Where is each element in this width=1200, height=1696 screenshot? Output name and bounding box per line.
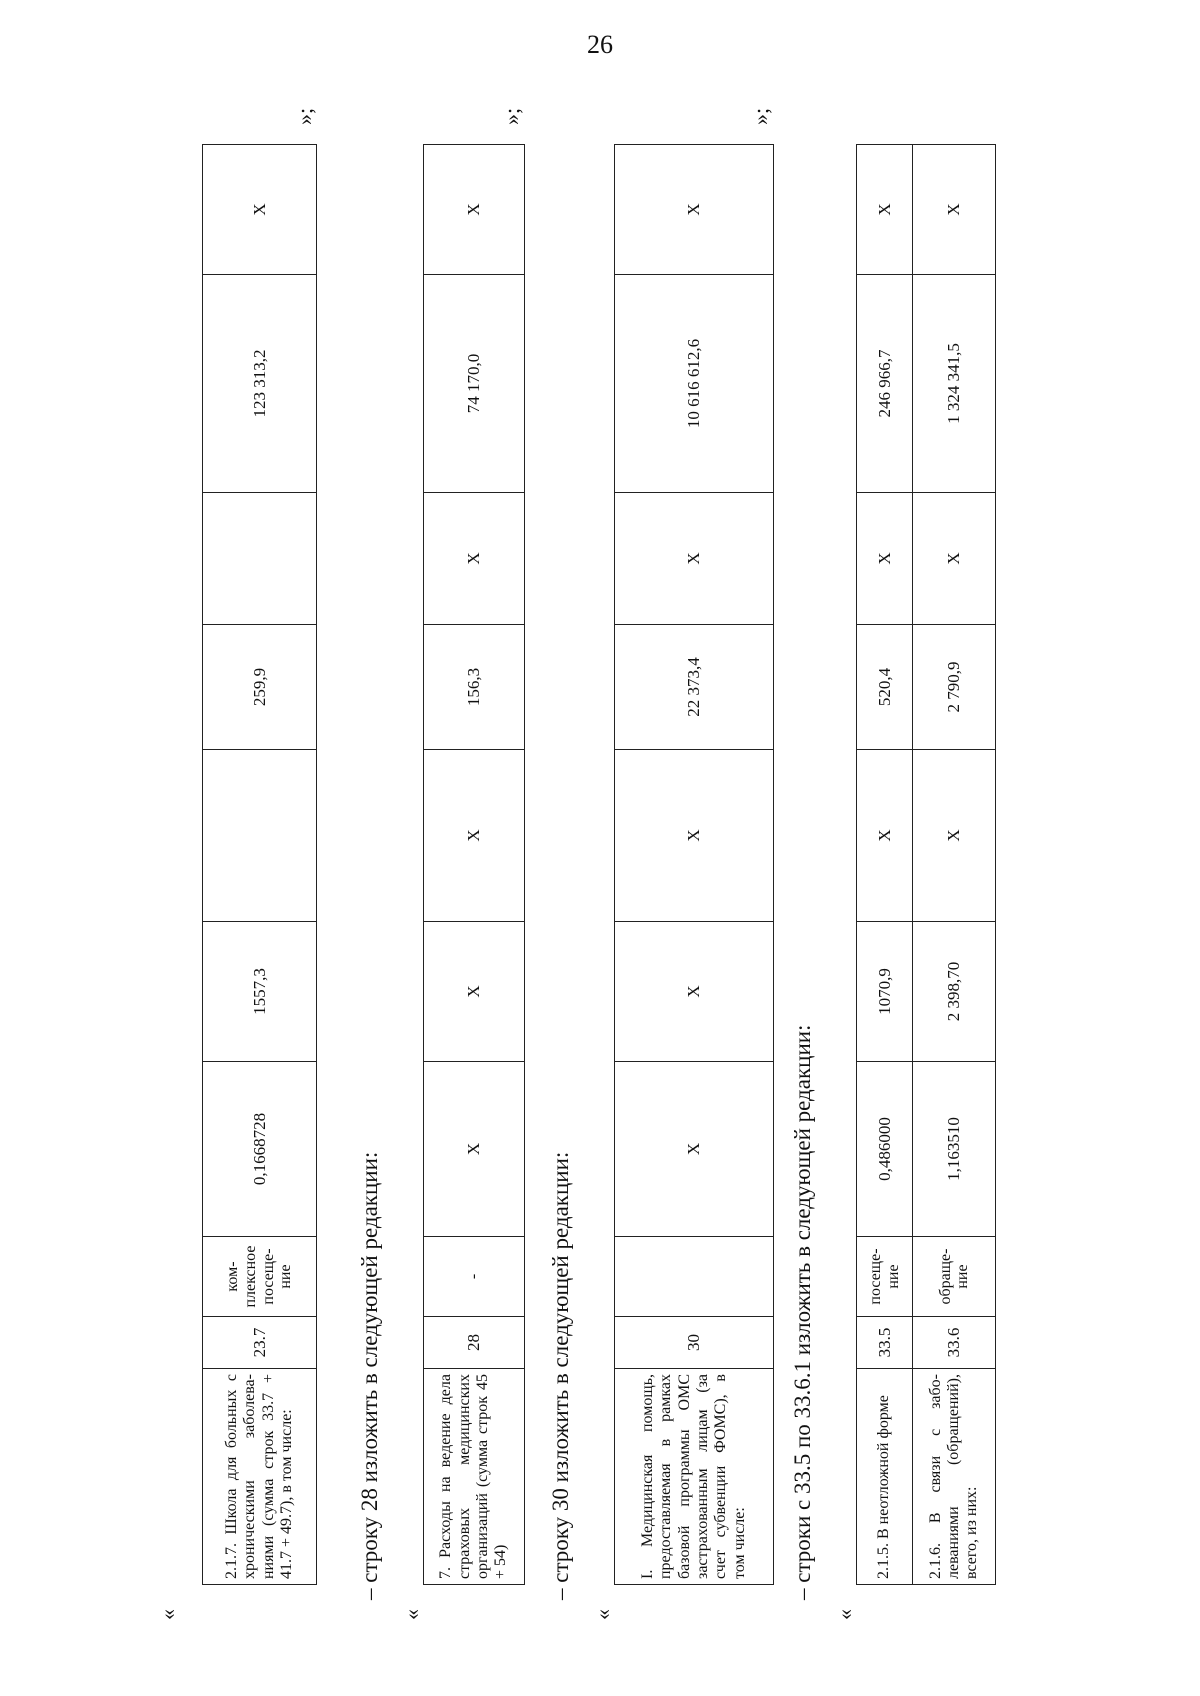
row-norm-cell: X xyxy=(424,1062,525,1237)
row-col8-cell: X xyxy=(424,493,525,625)
row-col10-cell: X xyxy=(857,145,913,275)
open-quote: « xyxy=(399,1609,424,1620)
row-cost-cell: 1557,3 xyxy=(203,922,317,1062)
table-row xyxy=(424,145,525,1585)
row-col10-cell: X xyxy=(203,145,317,275)
row-col9-cell: 74 170,0 xyxy=(424,275,525,493)
table-row xyxy=(615,145,774,1585)
row-norm-cell: 0,1668728 xyxy=(203,1062,317,1237)
close-quote: »; xyxy=(748,107,773,125)
table-block-row-28 xyxy=(357,90,547,1620)
table-fragment xyxy=(202,144,317,1585)
row-norm-cell: X xyxy=(615,1062,774,1237)
row-cost-cell: 2 398,70 xyxy=(913,922,996,1062)
row-col7-cell: 156,3 xyxy=(424,625,525,750)
row-cost-cell: 1070,9 xyxy=(857,922,913,1062)
row-unit-cell: - xyxy=(424,1237,525,1317)
row-col9-cell: 1 324 341,5 xyxy=(913,275,996,493)
open-quote: « xyxy=(832,1609,857,1620)
table-fragment xyxy=(423,144,525,1585)
row-unit-cell xyxy=(615,1237,774,1317)
row-code-cell: 28 xyxy=(424,1317,525,1369)
row-col8-cell xyxy=(203,493,317,625)
row-col8-cell: X xyxy=(857,493,913,625)
row-col10-cell: X xyxy=(615,145,774,275)
row-unit-cell: обраще-ние xyxy=(913,1237,996,1317)
row-unit-cell: ком-плексное посеще-ние xyxy=(203,1237,317,1317)
table-row xyxy=(913,145,996,1585)
row-code-cell: 33.5 xyxy=(857,1317,913,1369)
row-col9-cell: 123 313,2 xyxy=(203,275,317,493)
row-col6-cell: X xyxy=(857,750,913,922)
table-fragment xyxy=(856,144,996,1585)
page-number: 26 xyxy=(587,30,613,59)
row-col6-cell: X xyxy=(615,750,774,922)
row-name-cell: 2.1.6. В связи с забо-леваниями (обращений), всего, из них: xyxy=(913,1369,996,1585)
row-col7-cell: 520,4 xyxy=(857,625,913,750)
table-block-row-23-7 xyxy=(150,90,365,1620)
table-block-rows-33-5-33-6 xyxy=(790,90,1040,1620)
row-col9-cell: 10 616 612,6 xyxy=(615,275,774,493)
row-code-cell: 23.7 xyxy=(203,1317,317,1369)
row-code-cell: 30 xyxy=(615,1317,774,1369)
table-row xyxy=(857,145,913,1585)
row-col9-cell: 246 966,7 xyxy=(857,275,913,493)
row-col8-cell: X xyxy=(913,493,996,625)
row-col7-cell: 2 790,9 xyxy=(913,625,996,750)
row-col10-cell: X xyxy=(913,145,996,275)
table-row xyxy=(203,145,317,1585)
row-col6-cell: X xyxy=(913,750,996,922)
open-quote: « xyxy=(155,1609,180,1620)
row-norm-cell: 0,486000 xyxy=(857,1062,913,1237)
edit-instruction: – строку 30 изложить в следующей редакции: xyxy=(548,1151,573,1600)
close-quote: »; xyxy=(499,107,524,125)
row-col6-cell xyxy=(203,750,317,922)
edit-instruction: – строку 28 изложить в следующей редакции: xyxy=(357,1151,382,1600)
edit-instruction: – строки с 33.5 по 33.6.1 изложить в следующей редакции: xyxy=(790,1024,815,1600)
row-code-cell: 33.6 xyxy=(913,1317,996,1369)
row-cost-cell: X xyxy=(424,922,525,1062)
open-quote: « xyxy=(590,1609,615,1620)
table-fragment xyxy=(614,144,774,1585)
row-unit-cell: посеще-ние xyxy=(857,1237,913,1317)
row-col6-cell: X xyxy=(424,750,525,922)
row-name-cell: 7. Расходы на ведение дела страховых медицинских организаций (сумма строк 45 + 54) xyxy=(424,1369,525,1585)
rotated-page-content xyxy=(150,90,1050,1620)
row-col10-cell: X xyxy=(424,145,525,275)
row-cost-cell: X xyxy=(615,922,774,1062)
row-name-cell: I. Медицинская помощь, предоставляемая в рамках базовой программы ОМС застрахованным лицам (за счет субвенции ФОМС), в том числе: xyxy=(615,1369,774,1585)
row-name-cell: 2.1.5. В неотложной форме xyxy=(857,1369,913,1585)
row-col7-cell: 22 373,4 xyxy=(615,625,774,750)
close-quote: »; xyxy=(292,107,317,125)
row-norm-cell: 1,163510 xyxy=(913,1062,996,1237)
row-col7-cell: 259,9 xyxy=(203,625,317,750)
table-block-row-30 xyxy=(548,90,778,1620)
row-name-cell: 2.1.7. Школа для больных с хроническими заболева-ниями (сумма строк 33.7 + 41.7 + 49.7), в том числе: xyxy=(203,1369,317,1585)
row-col8-cell: X xyxy=(615,493,774,625)
